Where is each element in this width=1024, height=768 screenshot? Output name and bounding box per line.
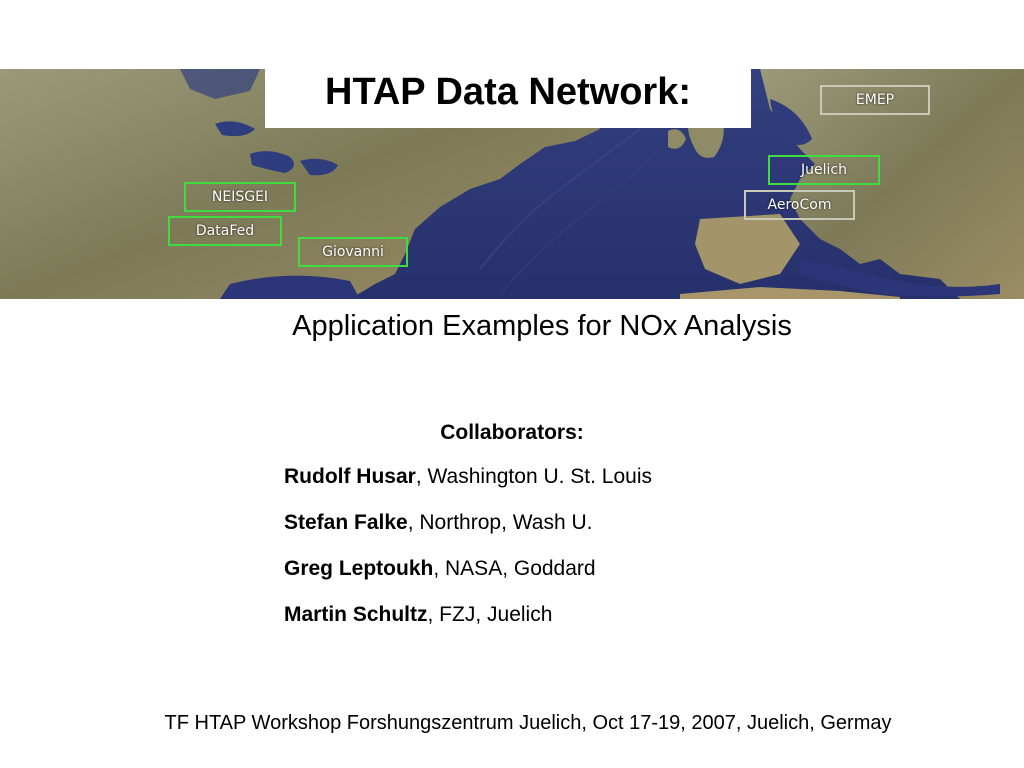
collaborators-heading: Collaborators: (440, 421, 584, 444)
slide-footer: TF HTAP Workshop Forshungszentrum Juelich, Oct 17-19, 2007, Juelich, Germay (164, 712, 892, 734)
slide-title: HTAP Data Network: (325, 71, 691, 113)
emep-label: EMEP (820, 85, 930, 115)
collaborator-affiliation: , Northrop, Wash U. (407, 511, 593, 534)
collaborator-affiliation: , NASA, Goddard (433, 557, 596, 580)
collaborator-item (284, 464, 652, 510)
collaborator-item (284, 510, 652, 556)
collaborator-name: Greg Leptoukh (284, 557, 434, 580)
juelich-label: Juelich (768, 155, 880, 185)
collaborator-name: Stefan Falke (284, 511, 408, 534)
neisgei-label: NEISGEI (184, 182, 296, 212)
collaborator-affiliation: , Washington U. St. Louis (415, 465, 653, 488)
collaborator-name: Rudolf Husar (284, 465, 416, 488)
collaborators-list (284, 464, 652, 648)
title-box (265, 60, 751, 128)
collaborator-affiliation: , FZJ, Juelich (427, 603, 553, 626)
collaborator-item (284, 556, 652, 602)
collaborator-name: Martin Schultz (284, 603, 428, 626)
datafed-label: DataFed (168, 216, 282, 246)
giovanni-label: Giovanni (298, 237, 408, 267)
slide-subtitle: Application Examples for NOx Analysis (292, 310, 792, 342)
collaborator-item (284, 602, 652, 648)
aerocom-label: AeroCom (744, 190, 855, 220)
